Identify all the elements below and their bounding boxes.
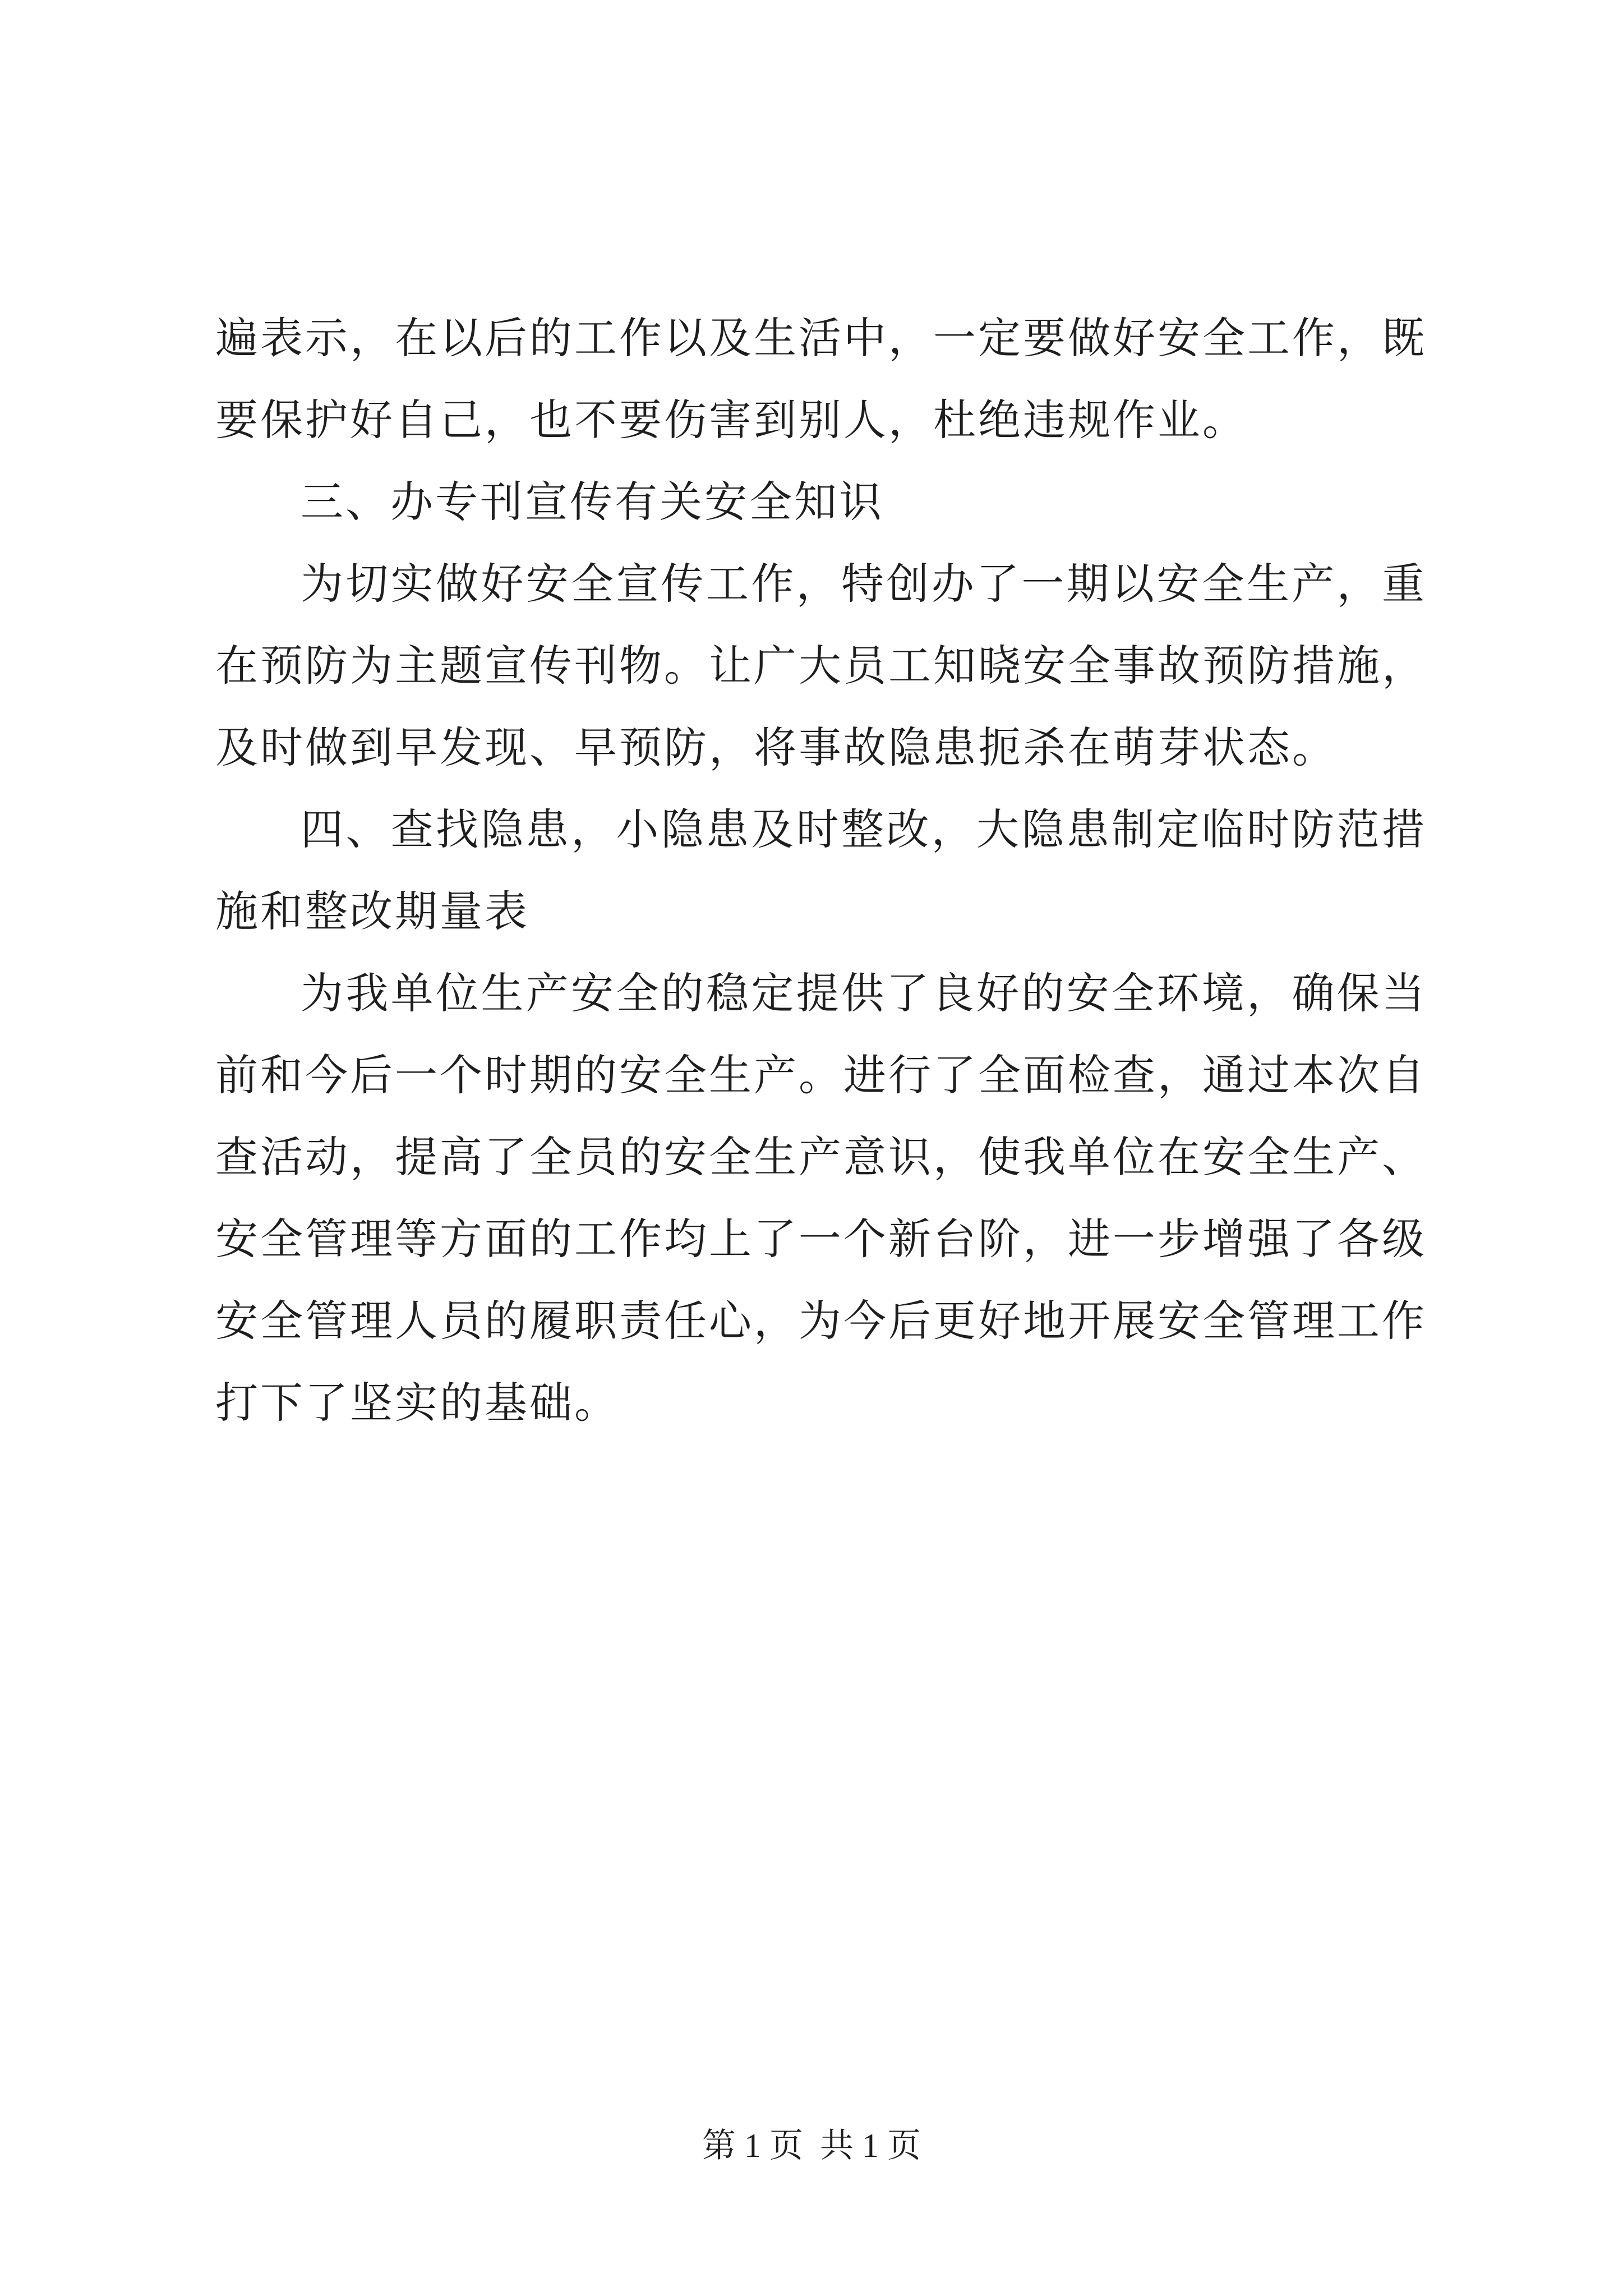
paragraph-publicity: 为切实做好安全宣传工作，特创办了一期以安全生产，重在预防为主题宣传刊物。让广大员工知晓安全事故预防措施，及时做到早发现、早预防，将事故隐患扼杀在萌芽状态。: [215, 559, 1427, 772]
page-footer: 第 1 页 共 1 页: [702, 2127, 921, 2164]
paragraph-continuation: 遍表示，在以后的工作以及生活中，一定要做好安全工作，既要保护好自己，也不要伤害到别人，杜绝违规作业。: [215, 313, 1427, 445]
section-heading-three: 三、办专刊宣传有关安全知识: [301, 477, 884, 527]
document-body: [215, 297, 1427, 1444]
section-heading-four: 四、查找隐患，小隐患及时整改，大隐患制定临时防范措施和整改期量表: [215, 804, 1427, 936]
paragraph-conclusion: 为我单位生产安全的稳定提供了良好的安全环境，确保当前和今后一个时期的安全生产。进行了全面检查，通过本次自查活动，提高了全员的安全生产意识，使我单位在安全生产、安全管理等方面的工作均上了一个新台阶，进一步增强了各级安全管理人员的履职责任心，为今后更好地开展安全管理工作打下了坚实的基础。: [215, 968, 1427, 1428]
